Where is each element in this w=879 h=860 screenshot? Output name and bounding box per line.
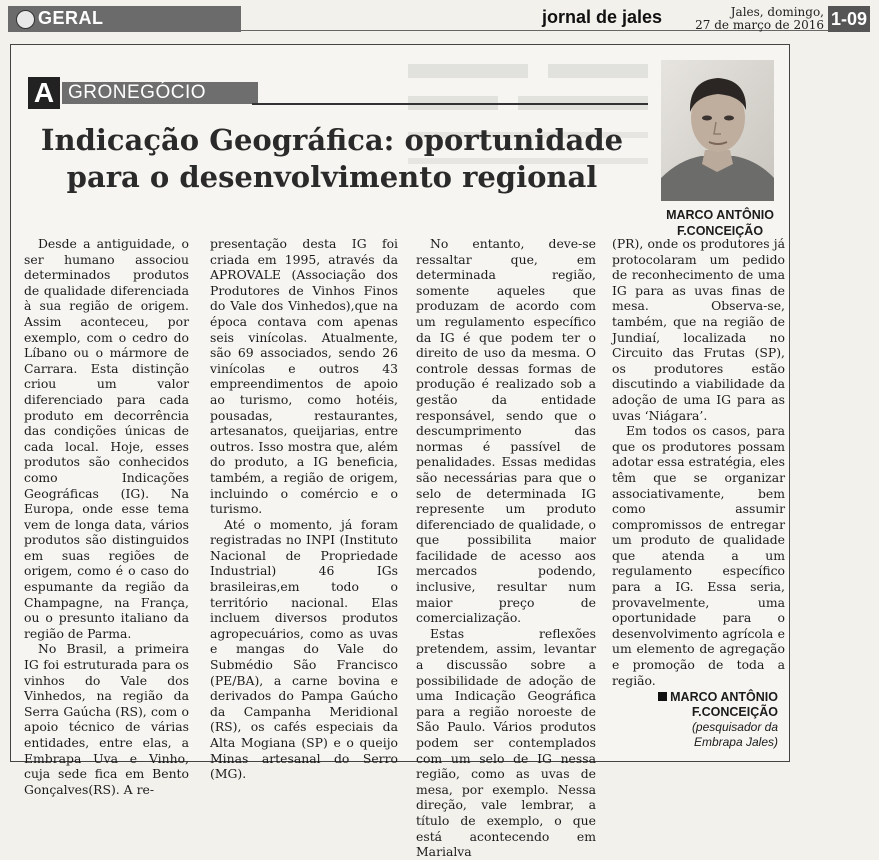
paragraph: Em todos os casos, para que os produtores possam adotar essa estratégia, eles têm que se organizar associativamente, bem como assumir compromissos de entregar um produto de qualidade que atenda a um regulamento específico para a IG. Essa seria, provavelmente, uma oportunidade para o desenvolvimento agrícola e um elemento de agregação e promoção de toda a região.	[612, 423, 785, 688]
bullet-square-icon	[658, 692, 667, 701]
author-byline-top	[650, 207, 790, 239]
byline-end-name-text: MARCO ANTÔNIO	[670, 690, 778, 704]
byline-end-role-line1: (pesquisador da	[691, 720, 778, 734]
kicker-initial: A	[28, 77, 60, 109]
author-byline-end	[610, 690, 778, 750]
author-name-line1: MARCO ANTÔNIO	[666, 208, 774, 222]
section-globe-icon	[16, 10, 35, 29]
paragraph: presentação desta IG foi criada em 1995, através da APROVALE (Associação dos Produtores de Vinhos Finos do Vale dos Vinhedos),que na época contava com apenas seis vinícolas. Atualmente, são 69 associados, sendo 26 vinícolas e outros 43 empreendimentos de apoio ao turismo, como hotéis, pousadas, restaurantes, artesanatos, queijarias, entre outros. Isso mostra que, além do produto, a IG beneficia, também, a região de origem, incluindo o comércio e o turismo.	[210, 236, 398, 517]
article-column-3	[416, 236, 596, 860]
dateline	[694, 6, 824, 32]
page-number: 1-09	[828, 6, 870, 32]
dateline-place-day: Jales, domingo,	[730, 5, 824, 19]
kicker-text: GRONEGÓCIO	[62, 82, 258, 104]
paragraph: No entanto, deve-se ressaltar que, em determinada região, somente aqueles que produzam de acordo com um regulamento específico da IG é que podem ter o direito de uso da mesma. O controle dessas formas de produção é realizado sob a gestão da entidade responsável, sendo que o descumprimento das normas é passível de penalidades. Essas medidas são necessárias para que o selo de determinada IG represente um produto diferenciado de qualidade, o que possibilita maior facilidade de acesso aos mercados podendo, inclusive, resultar num maior preço de comercialização.	[416, 236, 596, 626]
article-column-1	[24, 236, 189, 797]
paragraph: Desde a antiguidade, o ser humano associou determinados produtos de qualidade diferenciada à sua região de origem. Assim aconteceu, por exemplo, com o cedro do Líbano ou o mármore de Carrara. Esta distinção criou um valor diferenciado para cada produto em decorrência das condições únicas de cada local. Hoje, esses produtos são conhecidos como Indicações Geográficas (IG). Na Europa, onde esse tema vem de longa data, vários produtos são distinguidos em suas regiões de origem, como é o caso do espumante da região da Champagne, na França, ou o presunto italiano da região de Parma.	[24, 236, 189, 641]
byline-end-name-line2: F.CONCEIÇÃO	[691, 705, 778, 719]
section-label: GERAL	[38, 8, 104, 28]
newspaper-name: jornal de jales	[542, 7, 663, 27]
headline: Indicação Geográfica: oportunidade para o desenvolvimento regional	[40, 123, 624, 194]
paragraph: No Brasil, a primeira IG foi estruturada para os vinhos do Vale dos Vinhedos, na região da Serra Gaúcha (RS), com o apoio técnico de várias entidades, entre elas, a Embrapa Uva e Vinho, cuja sede fica em Bento Gonçalves(RS). A re-	[24, 641, 189, 797]
section-band	[8, 6, 241, 32]
paragraph: (PR), onde os produtores já protocolaram um pedido de reconhecimento de uma IG para as uvas finas de mesa. Observa-se, também, que na região de Jundiaí, localizada no Circuito das Frutas (SP), os produtores estão discutindo a viabilidade da adoção de uma IG para as uvas ‘Niágara’.	[612, 236, 785, 423]
article-column-4	[612, 236, 785, 688]
masthead	[4, 6, 870, 34]
paragraph: Até o momento, já foram registradas no INPI (Instituto Nacional de Propriedade Industrial) 46 IGs brasileiras,em todo o território nacional. Elas incluem diversos produtos agropecuários, como as uvas e mangas do Vale do Submédio São Francisco (PE/BA), a carne bovina e derivados do Pampa Gaúcho da Campanha Meridional (RS), os cafés especiais da Alta Mogiana (SP) e o queijo Minas artesanal do Serro (MG).	[210, 516, 398, 782]
article-column-2	[210, 236, 398, 782]
byline-end-role-line2: Embrapa Jales)	[693, 735, 778, 749]
kicker-rule	[252, 103, 648, 105]
author-photo	[661, 60, 774, 201]
byline-end-name-line1	[610, 690, 778, 705]
author-name-line2: F.CONCEIÇÃO	[676, 224, 764, 238]
dateline-date: 27 de março de 2016	[695, 18, 824, 32]
paragraph: Estas reflexões pretendem, assim, levantar a discussão sobre a possibilidade de adoção de uma Indicação Geográfica para a região noroeste de São Paulo. Vários produtos podem ser contemplados com um selo de IG nessa região, como as uvas de mesa, por exemplo. Nessa direção, vale lembrar, a título de exemplo, o que está acontecendo em Marialva	[416, 625, 596, 860]
